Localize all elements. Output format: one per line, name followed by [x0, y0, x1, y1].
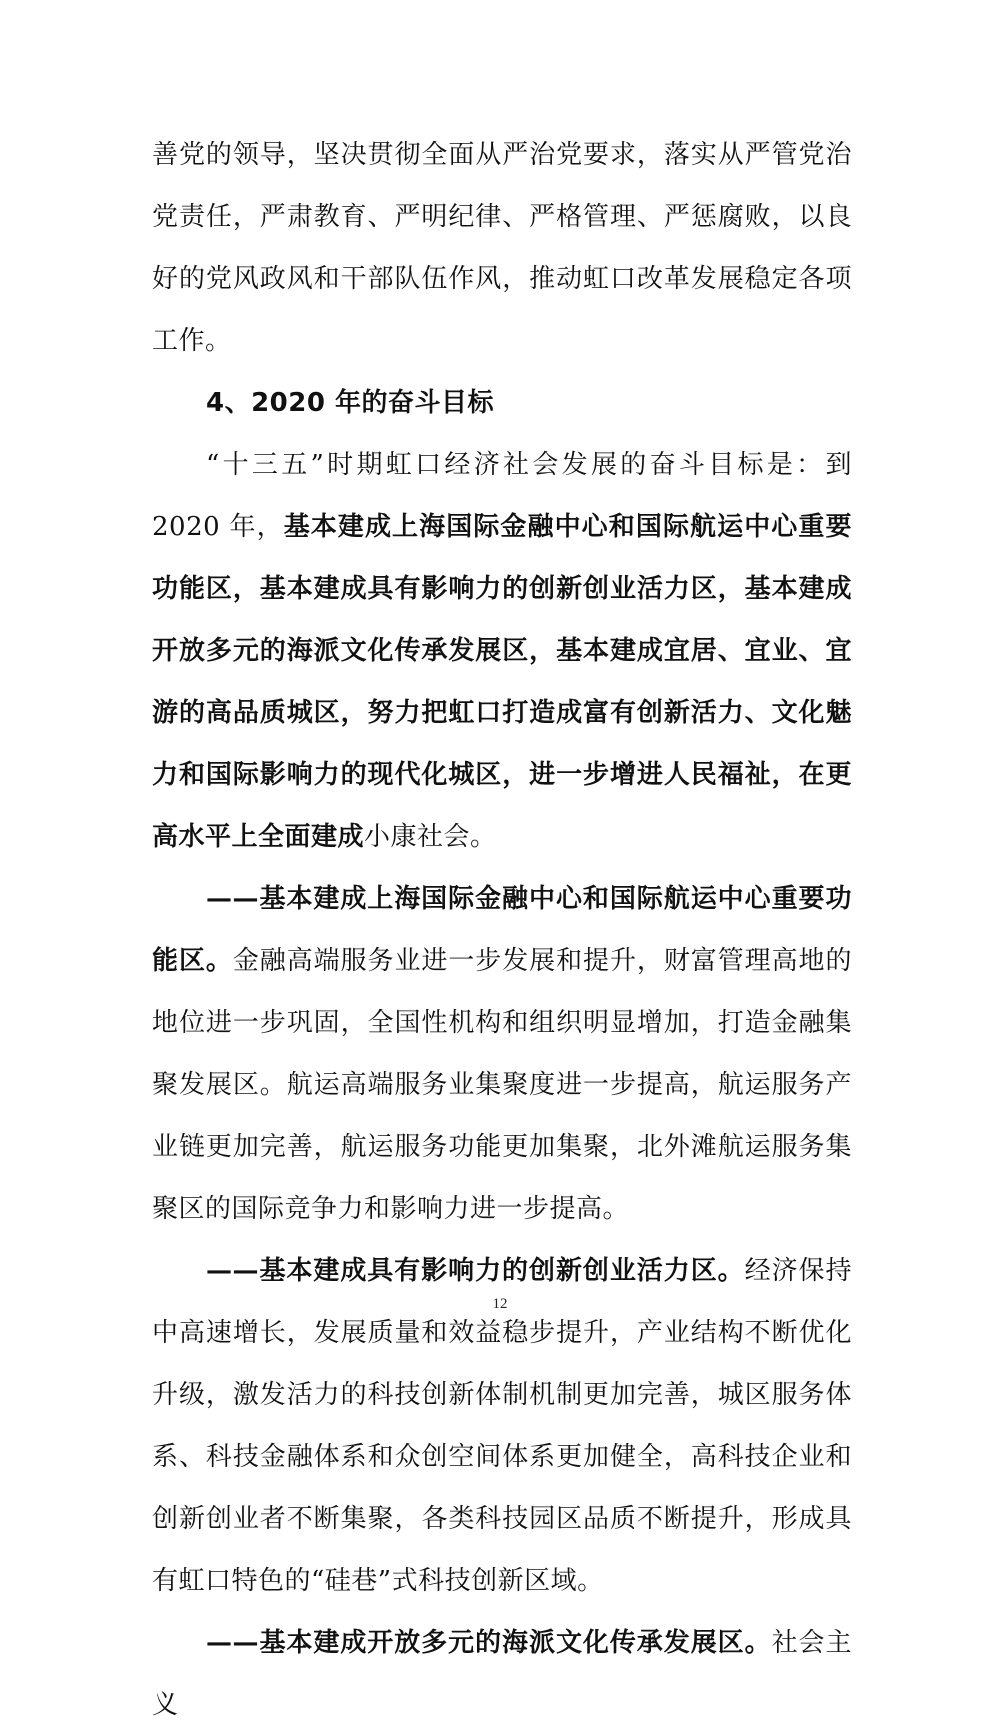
paragraph-party-leadership: 善党的领导，坚决贯彻全面从严治党要求，落实从严管党治党责任，严肃教育、严明纪律、严格管理、严惩腐败，以良好的党风政风和干部队伍作风，推动虹口改革发展稳定各项工作。: [152, 140, 852, 356]
finance-shipping-text: 金融高端服务业进一步发展和提升，财富管理高地的地位进一步巩固，全国性机构和组织明显增加，打造金融集聚发展区。航运高端服务业集聚度进一步提高，航运服务产业链更加完善，航运服务功能更加集聚，北外滩航运服务集聚区的国际竞争力和影响力进一步提高。: [152, 946, 852, 1224]
finance-shipping-heading: ——基本建成上海国际金融中心和国际航运中心重要功能区。: [152, 884, 852, 976]
paragraph-finance-shipping: [152, 868, 852, 1240]
culture-heading: ——基本建成开放多元的海派文化传承发展区。: [206, 1628, 772, 1658]
innovation-heading: ——基本建成具有影响力的创新创业活力区。: [206, 1256, 745, 1286]
document-body: [152, 124, 852, 1736]
paragraph-culture: [152, 1612, 852, 1736]
culture-text: 社会主义: [152, 1628, 852, 1720]
goals-bold-text: 基本建成上海国际金融中心和国际航运中心重要功能区，基本建成具有影响力的创新创业活力区，基本建成开放多元的海派文化传承发展区，基本建成宜居、宜业、宜游的高品质城区，努力把虹口打造成富有创新活力、文化魅力和国际影响力的现代化城区，进一步增进人民福祉，在更高水平上全面建成: [152, 512, 852, 852]
page-number: 12: [492, 1296, 508, 1312]
section-heading: 4、2020 年的奋斗目标: [206, 388, 495, 418]
goals-tail-text: 小康社会。: [364, 822, 497, 852]
goals-lead-text: “十三五”时期虹口经济社会发展的奋斗目标是：到 2020 年，: [152, 450, 852, 542]
paragraph-goals: [152, 434, 852, 868]
innovation-text: 经济保持中高速增长，发展质量和效益稳步提升，产业结构不断优化升级，激发活力的科技创新体制机制更加完善，城区服务体系、科技金融体系和众创空间体系更加健全，高科技企业和创新创业者不断集聚，各类科技园区品质不断提升，形成具有虹口特色的“硅巷”式科技创新区域。: [152, 1256, 852, 1596]
